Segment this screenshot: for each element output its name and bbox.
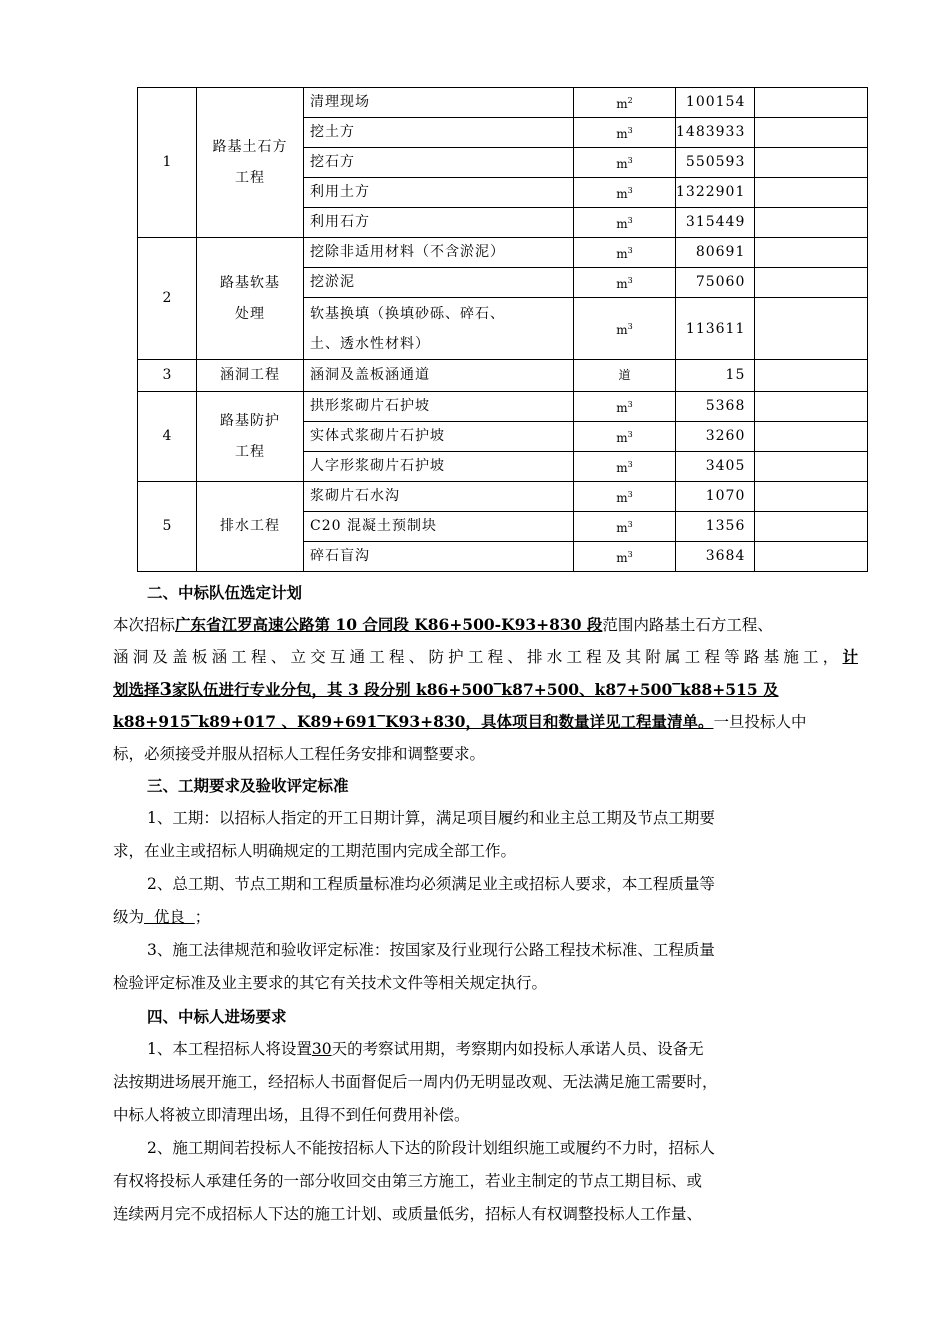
- item-number-cell: 2: [138, 238, 197, 360]
- text-run: 天的考察试用期，考察期内如投标人承诺人员、设备无: [331, 1040, 704, 1058]
- quantity-cell: 75060: [676, 268, 755, 298]
- quantity-cell: 550593: [676, 148, 755, 178]
- work-item-line: 软基换填（换填砂砾、碎石、: [310, 305, 505, 322]
- team-count: 3: [159, 679, 173, 700]
- quantity-cell: 315449: [676, 208, 755, 238]
- category-line: 处理: [235, 305, 265, 322]
- table-row: [138, 88, 868, 118]
- unit-cell: [574, 452, 676, 482]
- unit-text: m: [616, 323, 628, 337]
- remarks-cell: [755, 360, 868, 392]
- work-item-cell: [304, 298, 574, 360]
- trial-days: 30: [311, 1040, 332, 1058]
- work-item-cell: C20 混凝土预制块: [304, 512, 574, 542]
- unit-cell: [574, 422, 676, 452]
- unit-exponent: 2: [627, 96, 633, 105]
- quantity-cell: 5368: [676, 392, 755, 422]
- table-row: [138, 238, 868, 268]
- work-item-cell: 人字形浆砌片石护坡: [304, 452, 574, 482]
- text-run: 1、本工程招标人将设置: [147, 1040, 312, 1058]
- quantity-cell: 80691: [676, 238, 755, 268]
- quantity-cell: 3684: [676, 542, 755, 572]
- work-item-cell: 挖石方: [304, 148, 574, 178]
- unit-exponent: 3: [627, 490, 633, 499]
- text-run: 级为: [113, 908, 145, 926]
- section-3-item-2-line-2: [113, 901, 858, 934]
- category-line: 路基土石方: [212, 138, 288, 155]
- item-number-cell: 1: [138, 88, 197, 238]
- section-3-item-1-line-2: 求，在业主或招标人明确规定的工期范围内完成全部工作。: [113, 842, 517, 860]
- section-3-heading: 三、工期要求及验收评定标准: [147, 776, 349, 795]
- unit-cell: [574, 360, 676, 392]
- unit-exponent: 3: [627, 246, 633, 255]
- section-2-para-line-5: 标，必须接受并服从招标人工程任务安排和调整要求。: [113, 745, 486, 763]
- remarks-cell: [755, 452, 868, 482]
- contract-section-text: 广东省江罗高速公路第 10 合同段 K86+500-K93+830 段: [175, 615, 603, 634]
- quantity-cell: 15: [676, 360, 755, 392]
- unit-text: m: [616, 187, 628, 201]
- remarks-cell: [755, 238, 868, 268]
- work-item-cell: 利用土方: [304, 178, 574, 208]
- section-3-item-3-line-1: 3、施工法律规范和验收评定标准：按国家及行业现行公路工程技术标准、工程质量: [147, 941, 715, 959]
- work-item-cell: 挖土方: [304, 118, 574, 148]
- table-row: [138, 482, 868, 512]
- quantity-cell: 3260: [676, 422, 755, 452]
- remarks-cell: [755, 178, 868, 208]
- text-run: 家队伍进行专业分包，其 3 段分别 k86+500‾k87+500、k87+500‾k88+515 及: [172, 680, 779, 699]
- category-line: 工程: [235, 169, 265, 186]
- remarks-cell: [755, 88, 868, 118]
- item-number-cell: 3: [138, 360, 197, 392]
- document-body: [113, 577, 858, 1231]
- unit-cell: [574, 178, 676, 208]
- remarks-cell: [755, 542, 868, 572]
- unit-text: m: [616, 217, 628, 231]
- unit-exponent: 3: [627, 186, 633, 195]
- unit-text: m: [616, 401, 628, 415]
- section-3-item-1-line-1: 1、工期：以招标人指定的开工日期计算，满足项目履约和业主总工期及节点工期要: [147, 809, 715, 827]
- quantity-cell: 3405: [676, 452, 755, 482]
- unit-text: m: [616, 277, 628, 291]
- unit-cell: [574, 268, 676, 298]
- category-cell: [197, 360, 304, 392]
- unit-exponent: 3: [627, 276, 633, 285]
- section-2-para-line-1: [113, 609, 858, 641]
- unit-cell: [574, 542, 676, 572]
- quantity-cell: 1483933: [676, 118, 755, 148]
- category-cell: [197, 392, 304, 482]
- unit-cell: [574, 392, 676, 422]
- quantity-cell: 1070: [676, 482, 755, 512]
- table-row: [138, 392, 868, 422]
- work-item-cell: 碎石盲沟: [304, 542, 574, 572]
- section-4-item-1-line-3: 中标人将被立即清理出场，且得不到任何费用补偿。: [113, 1106, 470, 1124]
- quantity-cell: 1322901: [676, 178, 755, 208]
- unit-exponent: 3: [627, 126, 633, 135]
- unit-cell: [574, 482, 676, 512]
- section-4-item-1-line-2: 法按期进场展开施工，经招标人书面督促后一周内仍无明显改观、无法满足施工需要时，: [113, 1073, 718, 1091]
- section-4-item-2-line-2: 有权将投标人承建任务的一部分收回交由第三方施工，若业主制定的节点工期目标、或: [113, 1172, 703, 1190]
- category-cell: [197, 238, 304, 360]
- text-run-bold: k88+915‾k89+017 、K89+691‾K93+830，具体项目和数量详见工程量清单。: [113, 712, 714, 731]
- remarks-cell: [755, 512, 868, 542]
- unit-cell: [574, 148, 676, 178]
- unit-cell: [574, 512, 676, 542]
- section-4-item-1-line-1: [113, 1033, 858, 1066]
- unit-text: m: [616, 97, 628, 111]
- text-run: 一旦投标人中: [713, 713, 807, 731]
- section-3-item-3-line-2: 检验评定标准及业主要求的其它有关技术文件等相关规定执行。: [113, 974, 548, 992]
- unit-exponent: 3: [627, 520, 633, 529]
- remarks-cell: [755, 148, 868, 178]
- work-item-line: 土、透水性材料）: [310, 335, 430, 352]
- unit-cell: [574, 208, 676, 238]
- remarks-cell: [755, 118, 868, 148]
- category-cell: [197, 482, 304, 572]
- category-line: 路基软基: [220, 274, 280, 291]
- unit-text: m: [616, 521, 628, 535]
- unit-exponent: 3: [627, 430, 633, 439]
- section-2-para-line-4: [113, 706, 858, 738]
- work-item-cell: 涵洞及盖板涵通道: [304, 360, 574, 392]
- unit-text: m: [616, 157, 628, 171]
- category-line: 排水工程: [220, 518, 280, 534]
- category-line: 工程: [235, 443, 265, 460]
- work-item-cell: 利用石方: [304, 208, 574, 238]
- text-run: 划选择: [113, 680, 160, 699]
- section-4-item-2-line-3: 连续两月完不成招标人下达的施工计划、或质量低劣，招标人有权调整投标人工作量、: [113, 1205, 703, 1223]
- quantity-cell: 1356: [676, 512, 755, 542]
- text-run: 范围内路基土石方工程、: [602, 616, 773, 634]
- unit-exponent: 3: [627, 550, 633, 559]
- remarks-cell: [755, 422, 868, 452]
- section-2-para-line-3: [113, 673, 858, 706]
- work-item-cell: 挖除非适用材料（不含淤泥）: [304, 238, 574, 268]
- category-line: 涵洞工程: [220, 367, 280, 383]
- section-2-heading: 二、中标队伍选定计划: [147, 583, 303, 602]
- section-3-item-2-line-1: 2、总工期、节点工期和工程质量标准均必须满足业主或招标人要求，本工程质量等: [147, 875, 715, 893]
- unit-cell: [574, 88, 676, 118]
- section-4-heading: 四、中标人进场要求: [147, 1007, 287, 1026]
- section-2-para-line-2: [113, 641, 858, 673]
- unit-cell: [574, 238, 676, 268]
- unit-text: m: [616, 431, 628, 445]
- quantity-table: [137, 87, 868, 572]
- unit-exponent: 3: [627, 460, 633, 469]
- item-number-cell: 4: [138, 392, 197, 482]
- section-4-item-2-line-1: 2、施工期间若投标人不能按招标人下达的阶段计划组织施工或履约不力时，招标人: [147, 1139, 715, 1157]
- work-item-cell: 挖淤泥: [304, 268, 574, 298]
- quantity-table-body: [138, 88, 868, 572]
- unit-text: m: [616, 127, 628, 141]
- category-line: 路基防护: [220, 412, 280, 429]
- unit-cell: [574, 298, 676, 360]
- text-run: ；: [194, 908, 211, 926]
- remarks-cell: [755, 482, 868, 512]
- unit-text: 道: [618, 368, 631, 382]
- remarks-cell: [755, 298, 868, 360]
- work-item-cell: 清理现场: [304, 88, 574, 118]
- work-item-cell: 拱形浆砌片石护坡: [304, 392, 574, 422]
- quantity-cell: 113611: [676, 298, 755, 360]
- text-run: 涵洞及盖板涵工程、立交互通工程、防护工程、排水工程及其附属工程等路基施工，: [113, 648, 843, 666]
- text-run-bold: 计: [842, 647, 858, 666]
- unit-text: m: [616, 491, 628, 505]
- unit-exponent: 3: [627, 400, 633, 409]
- unit-cell: [574, 118, 676, 148]
- item-number-cell: 5: [138, 482, 197, 572]
- table-row: [138, 360, 868, 392]
- work-item-cell: 浆砌片石水沟: [304, 482, 574, 512]
- unit-text: m: [616, 461, 628, 475]
- text-run: 本次招标: [113, 616, 176, 634]
- unit-exponent: 3: [627, 156, 633, 165]
- unit-exponent: 3: [627, 216, 633, 225]
- unit-text: m: [616, 551, 628, 565]
- unit-exponent: 3: [627, 322, 633, 331]
- unit-text: m: [616, 247, 628, 261]
- remarks-cell: [755, 268, 868, 298]
- quality-grade: 优良: [144, 908, 195, 926]
- remarks-cell: [755, 392, 868, 422]
- category-cell: [197, 88, 304, 238]
- quantity-cell: 100154: [676, 88, 755, 118]
- work-item-cell: 实体式浆砌片石护坡: [304, 422, 574, 452]
- remarks-cell: [755, 208, 868, 238]
